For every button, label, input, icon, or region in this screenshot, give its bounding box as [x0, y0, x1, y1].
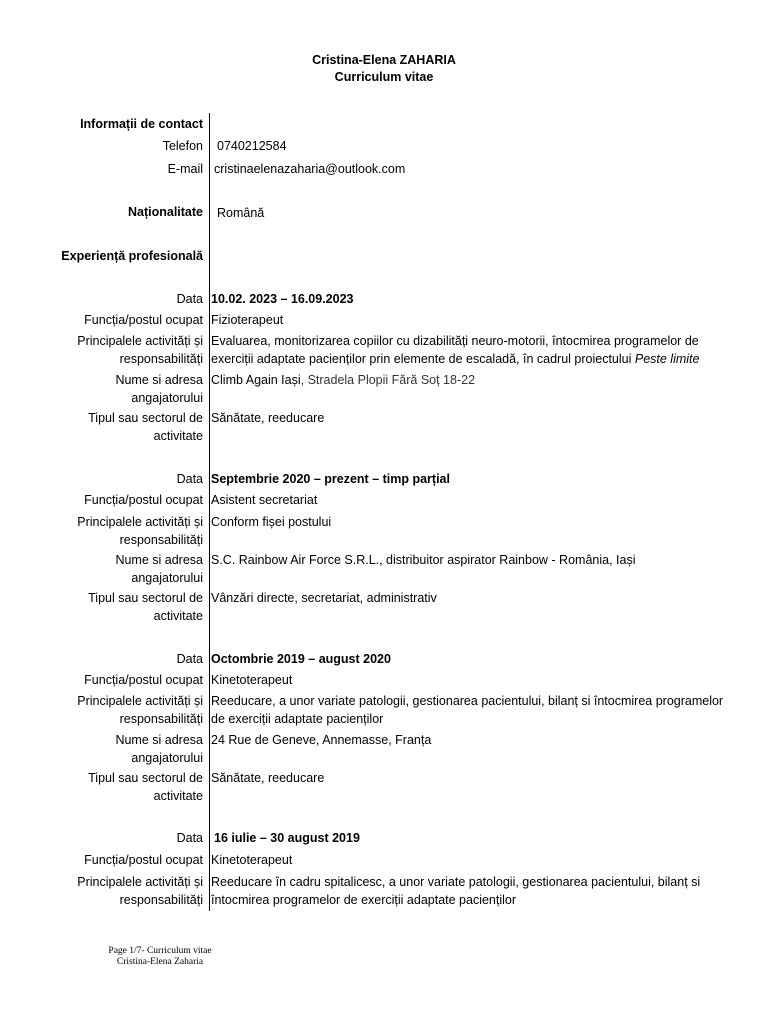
phone-label: Telefon — [162, 139, 203, 153]
job-3-position: Kinetoterapeut — [211, 673, 293, 687]
job-1-employer: Climb Again Iași, Stradela Plopii Fără Soț 18-22 — [211, 373, 476, 387]
job-3-sector: Sănătate, reeducare — [211, 771, 325, 785]
job-1-date: 10.02. 2023 – 16.09.2023 — [211, 292, 354, 306]
job-1-position-label: Funcția/postul ocupat — [84, 313, 203, 327]
job-3-sector-label: Tipul sau sectorul de activitate — [88, 771, 203, 803]
nationality-value: Română — [217, 206, 265, 220]
job-1-activities-label: Principalele activități și responsabilități — [77, 334, 203, 366]
job-1-sector: Sănătate, reeducare — [211, 411, 325, 425]
footer-page-info: Page 1/7- Curriculum vitae — [108, 946, 212, 956]
job-1-position: Fizioterapeut — [211, 313, 284, 327]
email-value[interactable]: cristinaelenazaharia@outlook.com — [214, 162, 406, 176]
job-4-position: Kinetoterapeut — [211, 853, 293, 867]
nationality-label: Naționalitate — [127, 205, 203, 219]
job-1-activities: Evaluarea, monitorizarea copiilor cu dizabilități neuro-motorii, întocmirea programelor de exerciții adaptate pacienților prin elemente de escaladă, în cadrul proiectului Peste limite — [211, 334, 700, 366]
job-3-date: Octombrie 2019 – august 2020 — [211, 652, 391, 666]
job-2-activities: Conform fișei postului — [211, 515, 332, 529]
job-2-position: Asistent secretariat — [211, 493, 318, 507]
experience-section-title: Experiență profesională — [61, 249, 203, 263]
cv-owner-name: Cristina-Elena ZAHARIA — [312, 53, 456, 67]
job-2-date-label: Data — [176, 472, 203, 486]
job-4-activities: Reeducare în cadru spitalicesc, a unor variate patologii, gestionarea pacientului, bilanț si întocmirea programelor de exerciții adaptate pacienților — [211, 875, 701, 907]
job-2-sector: Vânzări directe, secretariat, administrativ — [211, 591, 437, 605]
job-3-employer-label: Nume si adresa angajatorului — [115, 733, 203, 765]
job-1-date-label: Data — [176, 292, 203, 306]
phone-value: 0740212584 — [217, 139, 287, 153]
job-3-activities-label: Principalele activități și responsabilități — [77, 694, 203, 726]
document-title: Curriculum vitae — [334, 70, 434, 84]
page-footer — [80, 946, 240, 968]
job-4-position-label: Funcția/postul ocupat — [84, 853, 203, 867]
footer-owner: Cristina-Elena Zaharia — [116, 957, 204, 967]
job-2-employer: S.C. Rainbow Air Force S.R.L., distribuitor aspirator Rainbow - România, Iași — [211, 553, 636, 567]
job-4-date-label: Data — [176, 831, 203, 845]
column-divider — [209, 113, 210, 911]
job-3-date-label: Data — [176, 652, 203, 666]
job-4-activities-label: Principalele activități și responsabilități — [77, 875, 203, 907]
job-2-position-label: Funcția/postul ocupat — [84, 493, 203, 507]
job-3-activities: Reeducare, a unor variate patologii, gestionarea pacientului, bilanț si întocmirea programelor de exerciții adaptate pacienților — [211, 694, 724, 726]
job-1-project-name: Peste limite — [634, 352, 700, 366]
job-3-employer: 24 Rue de Geneve, Annemasse, Franța — [211, 733, 432, 747]
job-4-date: 16 iulie – 30 august 2019 — [214, 831, 360, 845]
job-2-activities-label: Principalele activități și responsabilități — [77, 515, 203, 547]
contact-section-title: Informații de contact — [80, 117, 203, 131]
job-1-sector-label: Tipul sau sectorul de activitate — [88, 411, 203, 443]
job-2-employer-label: Nume si adresa angajatorului — [115, 553, 203, 585]
job-1-employer-label: Nume si adresa angajatorului — [115, 373, 203, 405]
job-3-position-label: Funcția/postul ocupat — [84, 673, 203, 687]
job-2-date: Septembrie 2020 – prezent – timp parțial — [211, 472, 450, 486]
job-2-sector-label: Tipul sau sectorul de activitate — [88, 591, 203, 623]
email-label: E-mail — [167, 162, 203, 176]
